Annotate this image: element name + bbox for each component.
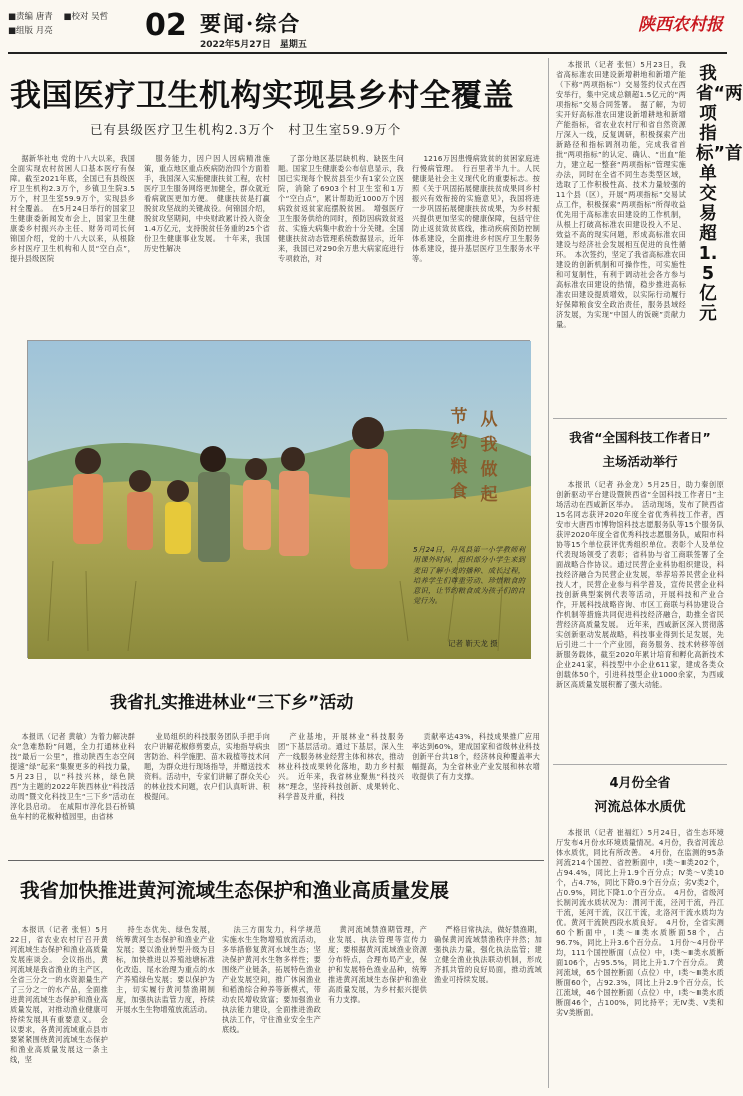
article3-column: 严格目常执法，做好禁渔期，确保黄河流域禁渔秩序井然；加强执法力量，强化执法监管；建立健全渔业执法联动机制，形成齐抓共管的良好局面，推动流域渔业可持续发展。: [434, 925, 542, 984]
side2-headline: [553, 426, 727, 474]
article1-column: 据新华社电 党的十八大以来，我国全面实现农村贫困人口基本医疗有保障。截至2021年底，全国已有县级医疗卫生机构2.3万个，乡镇卫生院3.5万个，村卫生室59.9万个，实现县乡村全覆盖。 在5月24日举行的国家卫生健康委新闻发布会上，国家卫生健康委乡村振兴办主任、财务司司长何锦国介绍，党的十八大以来，从根除乡村医疗卫生机构和人员“空白点”，提升县级医院: [10, 154, 135, 263]
side1-headline: 我省“两项指标”首单交易超1.5亿元: [696, 64, 743, 324]
article3-column: 法三方面发力，科学规范实施水生生物增殖放流活动，多举措修复黄河水域生态；坚决保护黄河水生物多样性；要围绕产业链条，拓展特色渔业产业发展空间，推广休闲渔业和稻渔综合种养等新模式，带动农民增收致富；要加强渔业执法能力建设，全面推进渔政执法工作，守住渔业安全生产底线。: [222, 925, 321, 1034]
article2-column: 贡献率达43%，科技成果推广应用率达到60%，建成国家和省级林业科技创新平台共18个，经济林良种覆盖率大幅提高，为全省林业产业发展和林农增收提供了有力支撑。: [412, 732, 540, 781]
article2-column: 本报讯（记者 黄敏）为着力解决群众“急难愁盼”问题，全力打通林业科技“最后一公里”，推动陕西生态空间提速“绿”起来“集聚更多的科技力量，5月23日，以“科技兴林，绿色陕西”为主题的2022年陕西林业“科技活动周”暨文化科技卫生“三下乡”活动在淳化县启动。 在咸阳市淳化县石桥镇鱼车村的花椒种植园里，由省林: [10, 732, 135, 821]
article1-subhead: 已有县级医疗卫生机构2.3万个 村卫生室59.9万个: [90, 122, 402, 137]
paper-name: 陕西农村报: [638, 15, 723, 35]
header-rule: [8, 52, 727, 54]
side1-body: 本报讯（记者 张恒）5月23日，我省高标准农田建设新增耕地和新增产能（下称“两项指标”）交易签约仪式在西安举行，集中完成总额超1.5亿元的“两项指标”交易合同签署。 据了解，为切实开好高标准农田建设新增耕地和新增产能指标，省农业农村厅和省自然资源厅深入一线，反复调研，积极探索产出新路径和指标调剂功能，完成我省首批“两项指标”的认定、确认、“出血”能力，建立起一整套“两项指标”管理实施办法，同时在全省不同生态类型区域，选取了工作积极性高、技术力量较强的11个县（区），开展“两项指标”交易试点工作，积极探索“两项指标”所得收益优先用于高标准农田建设的工作机制，从根上打破高标准农田建设投入不足、效益不高的现实问题，形成高标准农田建设与经济社会发展相互促进的良性循环。 本次签约，坚定了我省高标准农田建设的创新机制和可操作性，可实施性和可复制性，有利于调动社会各方参与高标准农田建设的热情，稳步推进高标准农田建设提质增效，以实际行动履行好保障粮食安全政治责任，服务县域经济发展，为实现“中国人的饭碗”贡献力量。: [556, 60, 686, 329]
article1-column: 服务能力，因户因人因病精准施策，重点地区重点疾病防治四个方面着手，我国深入实施健康扶贫工程，农村医疗卫生服务网络更加健全，群众就近看病就医更加方便。 健康扶贫是打赢脱贫攻坚战的关键战役。何锦国介绍，脱贫攻坚期间，中央财政累计投入资金1.4万亿元，支持脱贫任务重的25个省份卫生健康事业发展。 十年来，我国历史性解决: [144, 154, 270, 253]
issue-date: 2022年5月27日 星期五: [200, 40, 307, 50]
article3-column: 黄河流域禁渔期管理，产业发展、执法管理等宣传力度；要根据黄河流域渔业资源分布特点，合理布局产业，保护和发展特色渔业品种，统筹推进黄河流域生态保护和渔业高质量发展，为乡村振兴提供有力支撑。: [328, 925, 427, 1004]
side3-body: 本报讯（记者 崔福红）5月24日，省生态环境厅发布4月份水环境质量情况。4月份，我省河流总体水质优，同比有所改善。 4月份，在监测的95条河流214个国控、省控断面中，Ⅰ类～Ⅲ类202个，占94.4%，同比上升1.9个百分点；Ⅳ类～Ⅴ类10个，占4.7%，同比下降0.9个百分点；劣Ⅴ类2个，占0.9%，同比下降1.0个百分点。 4月份，省级河长制河流水质状况为：渭河干流，泾河干流，丹江干流，延河干流，汉江干流，北洛河干流水质均为优。黄河干流陕西段水质良好。 4月份，全省实测60个断面中，Ⅰ类～Ⅲ类水质断面58个，占96.7%，同比上升3.6个百分点。 1月份～4月份平均，111个国控断面（点位）中，Ⅰ类～Ⅲ类水质断面106个，占95.5%，同比上升1.7个百分点。 黄河流域，65个国控断面（点位）中，Ⅰ类～Ⅲ类水质断面60个，占92.3%，同比上升2.9个百分点，长江流域，46个国控断面（点位）中，Ⅰ类～Ⅲ类水质断面46个，占100%，同比持平；无Ⅳ类、Ⅴ类和劣Ⅴ类断面。: [556, 828, 724, 1017]
side-divider: [553, 418, 727, 419]
photo-caption: 5月24日，丹凤县第一小学教师利用课外时间，组织部分小学生来到麦田了解小麦的播种、成长过程，培养学生们尊重劳动、珍惜粮食的意识，让节约粮食成为孩子们的自觉行为。: [413, 545, 525, 606]
slogan-right: [478, 408, 500, 508]
side3-headline-line2: 河流总体水质优: [594, 800, 686, 815]
credit-editor: ■责编 唐青: [8, 12, 53, 22]
article3-column: 持生态优先、绿色发展，统筹黄河生态保护和渔业产业发展；要以渔业转型升级为目标，加快推进以养殖池塘标准化改造、尾水治理为重点的水产养殖绿色发展；要以保护为主，切实履行黄河禁渔期制度，加强执法监管力度，持续开展水生生物增殖放流活动。: [116, 925, 215, 1014]
article1-headline: 我国医疗卫生机构实现县乡村全覆盖: [10, 78, 514, 114]
editor-credits: [8, 10, 143, 38]
article3-column: 本报讯（记者 张恒）5月22日，省农业农村厅召开黄河流域生态保护和渔业高质量发展座谈会。 会议指出，黄河流域是我省渔业的主产区，全省三分之一的水资源量生产了三分之一的水产品，全面推进黄河流域生态保护和渔业高质量发展，对推动渔业健康可持续发展具有重要意义。 会议要求，各黄河流域重点县市要紧紧围绕黄河流域生态保护和渔业高质量发展这一条主线，坚: [10, 925, 108, 1064]
section-divider: [8, 860, 544, 861]
article2-column: 产业基地，开展林业“科技服务团”下基层活动。通过下基层，深入生产一线服务林业经营主体和林农，推动林业科技成果转化落地，助力乡村振兴。 近年来，我省林业聚焦“科技兴林”理念，坚持科技创新、成果转化、科学普及并重，科技: [278, 732, 404, 801]
article1-column: 1216万因患慢病致贫的贫困家庭进行慢病管理。 行百里者半九十。人民健康是社会主义现代化的重要标志。按照《关于巩固拓展健康扶贫成果同乡村振兴有效衔接的实施意见》，我国将进一步巩固拓展健康扶贫成果，为乡村振兴提供更加坚实的健康保障，包括守住防止返贫致贫底线，推动疾病预防控制体系建设，全面推进乡村医疗卫生服务体系建设，提升基层医疗卫生服务水平等。: [412, 154, 540, 263]
photo-credit: 记者 靳天龙 摄: [448, 639, 498, 648]
article2-headline: 我省扎实推进林业“三下乡”活动: [110, 693, 354, 713]
side2-body: 本报讯（记者 孙金龙）5月25日，助力秦创原创新驱动平台建设暨陕西省“全国科技工作者日”主场活动在西咸新区举办。 活动现场，发布了陕西省15名同志获评2020年度全省优秀科技工作者，西安市大唐西市博物馆科技志愿服务队等15个服务队获评2020年度全省优秀科技志愿服务队，咸阳市科协等15个单位获评优秀组织单位。表彰个人及单位代表现场领受了表彰；省科协与省工商联签署了全面战略合作协议。通过民营企业科协组织建设，科技经济融合为民营企业发展，举荐培养民营企业科技人才，民营企业参与科学普及，宣传民营企业科技创新典型案例代表等活动，开展科技和产业合作，开展科技战略咨询、市区工商联与科协建设合作机制等措施共同促进科技经济融合，助推全省民营经济高质量发展。 近年来，西咸新区深入贯彻落实创新驱动发展战略，科技事业得到长足发展，先后引进二十一个产业园，商务服务、技术转移等创新服务载体，截至2020年累计培育和孵化高新技术企业241家，科技型中小企业611家，建成各类众创载体50个，引进科技型企业1000余家，为西咸新区高质量发展积蓄了强大动能。: [556, 480, 724, 689]
credit-proofreader: ■校对 吴哲: [63, 12, 109, 22]
article2-column: 业局组织的科技服务团队手把手向农户讲解花椒修剪要点，实地指导病虫害防治、科学施肥、苗木栽植等技术问题，为群众进行现场指导，并赠送技术资料。活动中，专家们讲解了群众关心的林业技术问题，农户们认真听讲、积极提问。: [144, 732, 270, 801]
slogan-left: [448, 405, 470, 505]
page-number: 02: [145, 8, 187, 43]
side2-headline-line2: 主场活动举行: [602, 454, 678, 469]
side3-headline: [553, 772, 727, 820]
side-divider: [553, 764, 727, 765]
credit-layout: ■组版 月亮: [8, 26, 53, 36]
side3-headline-line1: 4月份全省: [609, 776, 671, 791]
article1-column: 了部分地区基层缺机构、缺医生问题。国家卫生健康委公布信息显示，我国已实现每个脱贫县至少有1家公立医院，消除了6903个村卫生室和1万个“空白点”，累计帮助近1000万个因病致贫返贫家庭摆脱贫困。 增强医疗卫生服务供给的同时，预防因病致贫返贫、实施大病集中救治十分关键。全国健康扶贫动态管理系统数据显示，近年来，我国已对290余万患大病家庭进行专项救治，对: [278, 154, 404, 263]
slogan-text-2: 节约粮食: [450, 407, 468, 502]
section-title: 要闻·综合: [200, 11, 302, 36]
sidebar-divider: [548, 58, 549, 1088]
article3-headline: 我省加快推进黄河流域生态保护和渔业高质量发展: [20, 879, 450, 902]
slogan-text-1: 从我做起: [480, 410, 498, 505]
side2-headline-line1: 我省“全国科技工作者日”: [569, 430, 711, 445]
